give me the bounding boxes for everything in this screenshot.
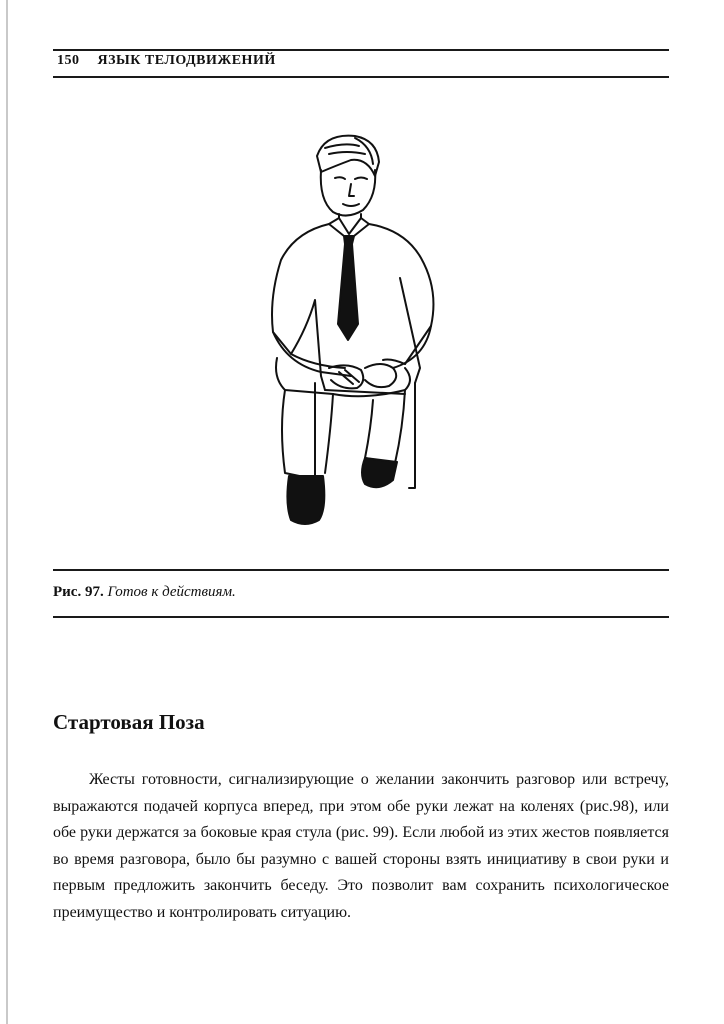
caption-bottom-rule (53, 616, 669, 618)
figure-caption (53, 584, 236, 601)
header-bottom-rule (53, 76, 669, 78)
running-title: ЯЗЫК ТЕЛОДВИЖЕНИЙ (97, 53, 276, 68)
caption-text: Готов к действиям. (107, 584, 236, 600)
header-top-rule (53, 49, 669, 51)
page-number: 150 (57, 53, 80, 68)
page-edge (6, 0, 8, 1024)
body-paragraph: Жесты готовности, сигнализирующие о желании закончить разговор или встречу, выражаются подачей корпуса вперед, при этом обе руки лежат на коленях (рис.98), или обе руки держатся за боковые края стула (рис. 99). Если любой из этих жестов появляется во время разговора, было бы разумно с вашей стороны взять инициативу в свои руки и первым предложить закончить беседу. Это позволит вам сохранить психологическое преимущество и контролировать ситуацию. (53, 771, 669, 921)
caption-top-rule (53, 569, 669, 571)
figure-illustration (255, 128, 475, 538)
running-header (57, 53, 276, 69)
caption-label: Рис. 97. (53, 584, 104, 600)
section-title: Стартовая Поза (53, 710, 205, 734)
